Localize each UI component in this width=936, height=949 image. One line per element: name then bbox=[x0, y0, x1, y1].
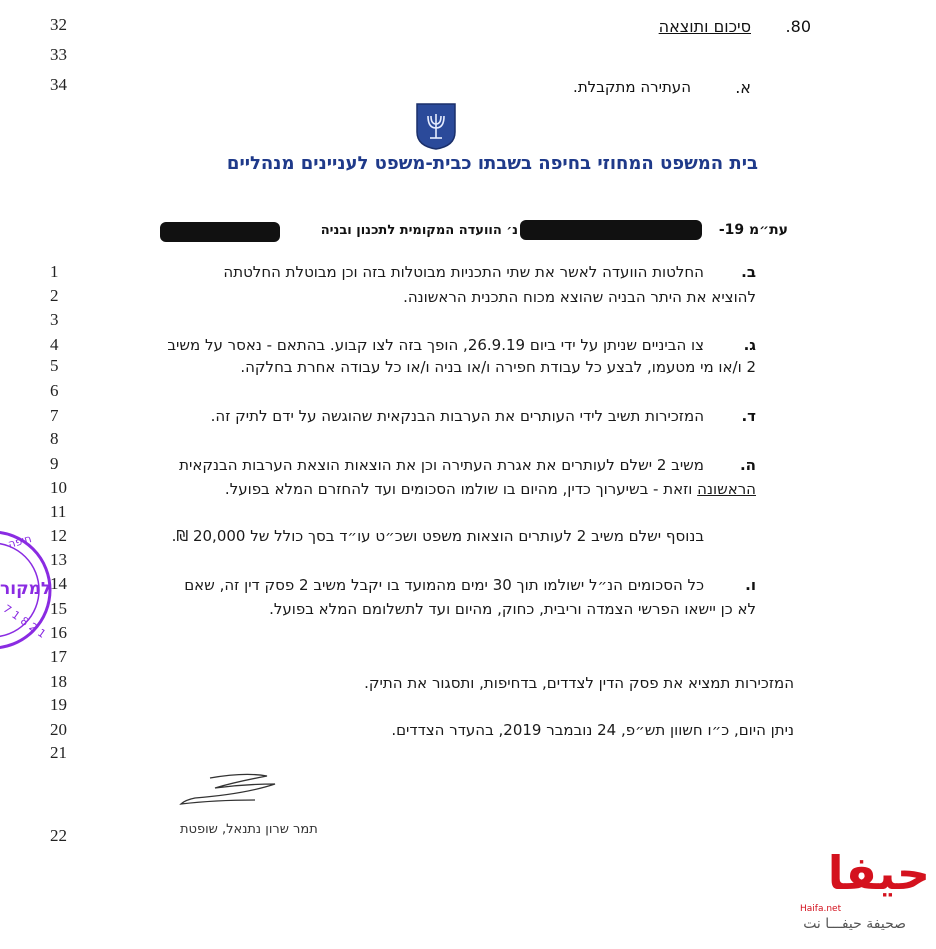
line-text: 2 ו/או מי מטעמו, לבצע כל עבודת חפירה ו/או בניה ו/או כל עבודה אחרת בחלקה. bbox=[240, 358, 756, 376]
line-number: 15 bbox=[50, 599, 67, 618]
line-number: 20 bbox=[50, 720, 67, 739]
section-heading: סיכום ותוצאה bbox=[658, 17, 751, 36]
line-text bbox=[225, 480, 756, 498]
line-text: צו הביניים שניתן על ידי ביום 26.9.19, הופך בזה לצו קבוע. בהתאם - נאסר על משיב bbox=[167, 336, 704, 354]
line-number: 18 bbox=[50, 672, 67, 691]
line-number: 1 bbox=[50, 262, 59, 281]
line-text: בנוסף ישלם משיב 2 לעותרים הוצאות משפט ושכ״ט עו״ד בסך כולל של 20,000 ₪. bbox=[171, 527, 704, 545]
state-emblem-icon bbox=[415, 102, 457, 150]
section-number: .80 bbox=[785, 17, 811, 36]
line-number: 34 bbox=[50, 75, 67, 94]
redaction-bar bbox=[520, 220, 702, 240]
line-number: 4 bbox=[50, 335, 59, 354]
line-text: ניתן היום, כ״ו חשוון תש״פ, 24 נובמבר 2019, בהעדר הצדדים. bbox=[391, 721, 794, 739]
item-letter: ה. bbox=[739, 456, 756, 474]
case-ref-parties: נ׳ הוועדה המקומית לתכנון ובניה bbox=[320, 223, 518, 238]
watermark-domain: Haifa.net bbox=[800, 904, 842, 914]
judge-name: תמר שרון נתנאל, שופטת bbox=[180, 822, 318, 837]
court-stamp bbox=[0, 515, 54, 665]
line-number: 6 bbox=[50, 381, 59, 400]
line-number: 12 bbox=[50, 526, 67, 545]
line-number: 16 bbox=[50, 623, 67, 642]
line-text: המזכירות תמציא את פסק הדין לצדדים, בדחיפות, ותסגור את התיק. bbox=[364, 674, 794, 692]
item-letter: ו. bbox=[745, 576, 756, 594]
stamp-text-mid: למקור bbox=[0, 579, 52, 599]
line-number: 11 bbox=[50, 502, 67, 521]
line-number: 33 bbox=[50, 45, 67, 64]
item-letter: ד. bbox=[741, 407, 756, 425]
line-number: 2 bbox=[50, 286, 59, 305]
case-ref-number: עת״מ 19- bbox=[718, 222, 788, 238]
line-text: לא כן יישאו הפרשי הצמדה וריבית, כחוק, מהיום ועד לתשלומם המלא בפועל. bbox=[269, 600, 756, 618]
stamp-text-top: חיפה bbox=[6, 532, 33, 551]
judge-signature bbox=[175, 770, 285, 816]
line-number: 14 bbox=[50, 574, 67, 593]
line-number: 7 bbox=[50, 406, 59, 425]
site-watermark bbox=[740, 846, 930, 944]
line-number: 22 bbox=[50, 826, 67, 845]
line-number: 21 bbox=[50, 743, 67, 762]
watermark-brand: حيفا bbox=[827, 846, 930, 900]
line-number: 8 bbox=[50, 429, 59, 448]
item-text: העתירה מתקבלת. bbox=[573, 78, 691, 96]
line-text: כל הסכומים הנ״ל ישולמו תוך 30 ימים מהמועד בו יקבל משיב 2 פסק דין זה, שאם bbox=[184, 576, 704, 594]
underlined-word: הראשונה bbox=[697, 480, 756, 498]
line-text: החלטות הוועדה לאשר את שתי התכניות מבוטלות בזה וכן מבוטלת החלטתה bbox=[223, 263, 704, 281]
item-letter: ב. bbox=[741, 263, 756, 281]
item-letter: א. bbox=[735, 78, 751, 97]
redaction-bar bbox=[160, 222, 280, 242]
line-number: 3 bbox=[50, 310, 59, 329]
line-text: משיב 2 ישלם לעותרים את אגרת העתירה וכן את הוצאות הוצאת הערבות הבנקאית bbox=[179, 456, 704, 474]
court-title: בית המשפט המחוזי בחיפה בשבתו כבית-משפט לעניינים מנהליים bbox=[226, 153, 758, 174]
line-number: 19 bbox=[50, 695, 67, 714]
line-number: 9 bbox=[50, 454, 59, 473]
line-text: המזכירות תשיב לידי העותרים את הערבות הבנקאית שהוגשה על ידם לתיק זה. bbox=[210, 407, 704, 425]
line-number: 17 bbox=[50, 647, 67, 666]
line-text: להוציא את היתר הבניה שהוצא מכוח התכנית הראשונה. bbox=[403, 288, 756, 306]
line-number: 10 bbox=[50, 478, 67, 497]
stamp-text-bottom: 7 1 8 2 1 bbox=[0, 602, 49, 641]
item-letter: ג. bbox=[743, 336, 756, 354]
line-number: 32 bbox=[50, 15, 67, 34]
watermark-subtitle: صحيفة حيفـــا نت bbox=[803, 916, 906, 932]
line-text-rest: וזאת - בשיערוך כדין, מהיום בו שולמו הסכומים ועד להחזרם המלא בפועל. bbox=[224, 480, 698, 498]
line-number: 13 bbox=[50, 550, 67, 569]
line-number: 5 bbox=[50, 356, 59, 375]
